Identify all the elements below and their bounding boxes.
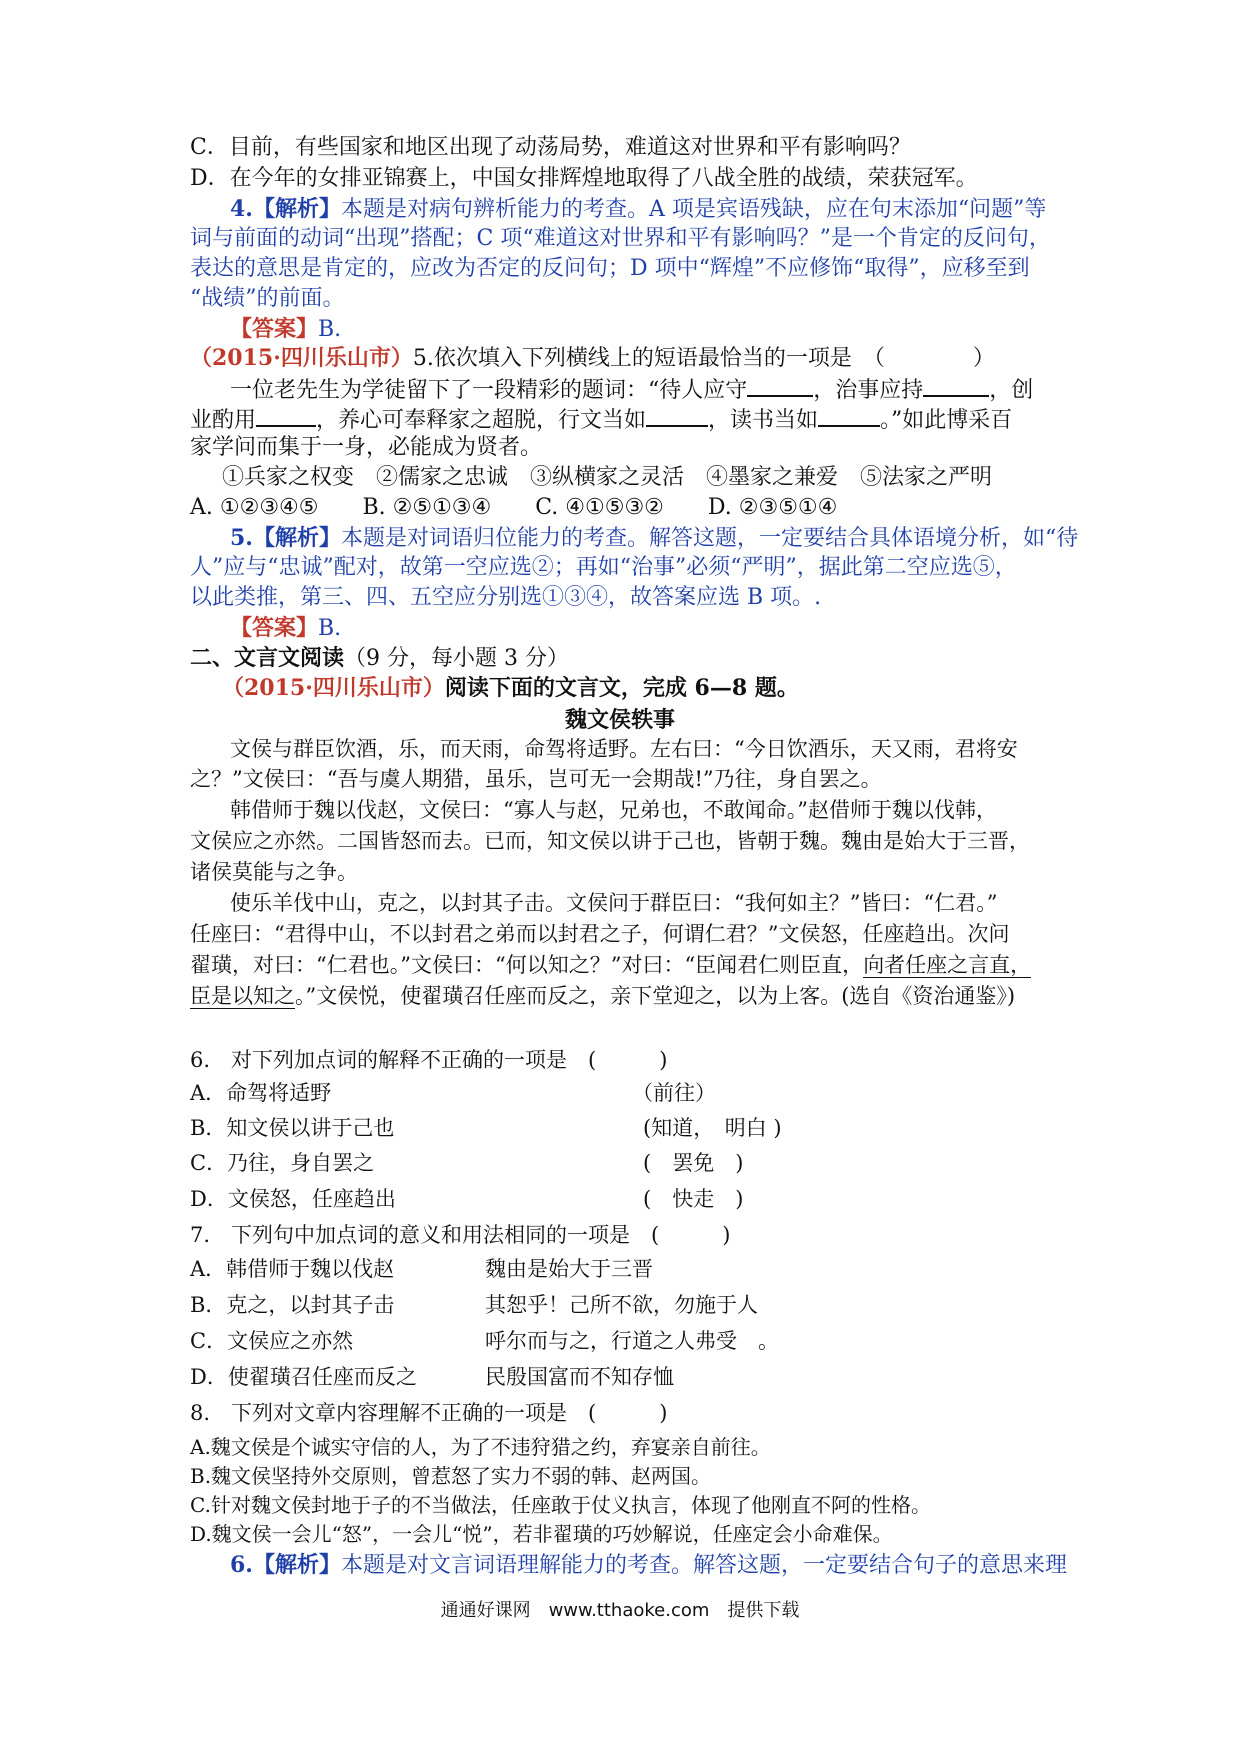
analysis-4-line-3: 表达的意思是肯定的，应改为否定的反问句；D 项中“辉煌”不应修饰“取得”，应移至到: [190, 256, 1030, 281]
question-7-stem: 7. 下列句中加点词的意义和用法相同的一项是 ( ): [190, 1223, 731, 1247]
q5-text-f: ，读书当如: [708, 408, 819, 433]
q6-option-c-gloss: ( 罢免 ): [643, 1151, 744, 1175]
q7-option-d-left: D．使翟璜召任座而反之: [190, 1365, 417, 1389]
passage-p3-line-1: 使乐羊伐中山，克之，以封其子击。文侯问于群臣曰：“我何如主？”皆曰：“仁君。”: [230, 891, 998, 915]
question-7-option-b: [190, 1290, 1060, 1320]
analysis-5-line-2: 人”应与“忠诚”配对，故第一空应选②；再如“治事”必须“严明”，据此第二空应选⑤，: [190, 555, 1017, 580]
passage-title: 魏文侯轶事: [564, 707, 675, 733]
question-6-option-d: [190, 1184, 1060, 1214]
analysis-5-line-3: 以此类推，第三、四、五空应分别选①③④，故答案应选 B 项。.: [190, 585, 822, 610]
q5-text-a: 一位老先生为学徒留下了一段精彩的题词：“待人应守: [230, 378, 748, 403]
question-5-items: ①兵家之权变 ②儒家之忠诚 ③纵横家之灵活 ④墨家之兼爱 ⑤法家之严明: [222, 465, 993, 490]
question-5-options: A. ①②③④⑤ B. ②⑤①③④ C. ④①⑤③② D. ②③⑤①④: [190, 495, 838, 520]
underlined-sentence-part-2: 臣是以知之: [190, 984, 295, 1008]
question-5-stem: [190, 343, 1060, 374]
analysis-4-line-1: [230, 194, 1100, 225]
passage-p3-line-3: [190, 950, 1060, 980]
q6-option-c-text: C．乃往，身自罢之: [190, 1151, 375, 1175]
q6-option-b-gloss: (知道， 明白 ): [643, 1116, 782, 1140]
question-6-option-a: [190, 1078, 1060, 1108]
answer-5-value: B.: [318, 616, 342, 641]
question-8-option-a: A.魏文侯是个诚实守信的人，为了不违狩猎之约，弃宴亲自前往。: [190, 1435, 771, 1459]
q7-option-d-right: 民殷国富而不知存恤: [485, 1365, 674, 1389]
passage-p3-line-4: [190, 981, 1060, 1011]
section-2-task-text: 阅读下面的文言文，完成 6—8 题。: [444, 675, 799, 701]
question-5-para-line-3: 家学问而集于一身，必能成为贤者。: [190, 435, 543, 460]
question-8-option-c: C.针对魏文侯封地于子的不当做法，任座敢于仗义执言，体现了他刚直不阿的性格。: [190, 1493, 931, 1517]
answer-5: [230, 613, 1100, 644]
q5-text-d: 业酌用: [190, 408, 257, 433]
question-5-para-line-1: [230, 373, 1100, 406]
passage-p2-line-3: 诸侯莫能与之争。: [190, 860, 358, 884]
q5-text-g: 。”如此博采百: [880, 408, 1013, 433]
footer-text: 通通好课网 www.tthaoke.com 提供下载: [440, 1600, 800, 1621]
question-8-stem: 8. 下列对文章内容理解不正确的一项是 ( ): [190, 1401, 668, 1425]
answer-4-value: B.: [318, 317, 342, 342]
section-2-source-tag: （2015·四川乐山市）: [222, 675, 445, 701]
q6-option-d-gloss: ( 快走 ): [643, 1187, 744, 1211]
option-d-line: D．在今年的女排亚锦赛上，中国女排辉煌地取得了八战全胜的战绩，荣获冠军。: [190, 166, 978, 191]
question-5-source-tag: （2015·四川乐山市）: [190, 345, 413, 371]
analysis-4-label: 4.【解析】: [230, 196, 341, 222]
blank-3: [256, 403, 316, 427]
passage-p3-line-2: 任座曰：“君得中山，不以封君之弟而以封君之子，何谓仁君？”文侯怒，任座趋出。次问: [190, 922, 1010, 946]
answer-4: [230, 314, 1100, 345]
q6-option-b-text: B．知文侯以讲于己也: [190, 1116, 395, 1140]
passage-p2-line-2: 文侯应之亦然。二国皆怒而去。已而，知文侯以讲于己也，皆朝于魏。魏由是始大于三晋，: [190, 829, 1030, 853]
q7-option-a-left: A．韩借师于魏以伐赵: [190, 1257, 395, 1281]
analysis-6-text-1: 本题是对文言词语理解能力的考查。解答这题，一定要结合句子的意思来理: [340, 1553, 1067, 1578]
passage-p3-text: 翟璜，对曰：“仁君也。”文侯曰：“何以知之？”对曰：“臣闻君仁则臣直，: [190, 953, 864, 977]
q5-text-e: ，养心可奉释家之超脱，行文当如: [316, 408, 647, 433]
analysis-5-line-1: [230, 523, 1100, 554]
underlined-sentence-part-1: 向者任座之言直，: [863, 953, 1032, 977]
blank-2: [923, 373, 989, 397]
q7-option-b-right: 其恕乎！己所不欲，勿施于人: [485, 1293, 758, 1317]
blank-5: [818, 403, 880, 427]
q6-option-d-text: D．文侯怒，任座趋出: [190, 1187, 396, 1211]
passage-p2-line-1: 韩借师于魏以伐赵，文侯曰：“寡人与赵，兄弟也，不敢闻命。”赵借师于魏以伐韩，: [230, 798, 997, 822]
answer-5-label: 【答案】: [230, 615, 319, 641]
passage-p1-line-1: 文侯与群臣饮酒，乐，而天雨，命驾将适野。左右曰：“今日饮酒乐，天又雨，君将安: [230, 737, 1018, 761]
question-6-stem: 6. 对下列加点词的解释不正确的一项是 ( ): [190, 1048, 668, 1072]
question-6-option-b: [190, 1113, 1060, 1143]
analysis-4-line-2: 词与前面的动词“出现”搭配；C 项“难道这对世界和平有影响吗？”是一个肯定的反问句，: [190, 226, 1051, 251]
question-8-option-b: B.魏文侯坚持外交原则，曾惹怒了实力不弱的韩、赵两国。: [190, 1464, 712, 1488]
question-8-option-d: D.魏文侯一会儿“怒”，一会儿“悦”，若非翟璜的巧妙解说，任座定会小命难保。: [190, 1522, 893, 1546]
section-2-title: 二、文言文阅读: [190, 645, 345, 671]
passage-p1-line-2: 之？”文侯曰：“吾与虞人期猎，虽乐，岂可无一会期哉!”乃往，身自罢之。: [190, 767, 882, 791]
analysis-4-line-4: “战绩”的前面。: [190, 286, 345, 311]
question-7-option-d: [190, 1362, 1060, 1392]
q7-option-b-left: B．克之，以封其子击: [190, 1293, 395, 1317]
analysis-5-label: 5.【解析】: [230, 525, 341, 551]
option-c-line: C．目前，有些国家和地区出现了动荡局势，难道这对世界和平有影响吗？: [190, 135, 911, 160]
q7-option-a-right: 魏由是始大于三晋: [485, 1257, 653, 1281]
passage-p3-end: 。”文侯悦，使翟璜召任座而反之，亲下堂迎之，以为上客。(选自《资治通鉴》): [295, 984, 1016, 1008]
blank-4: [646, 403, 708, 427]
q7-option-c-right: 呼尔而与之，行道之人弗受 。: [485, 1329, 779, 1353]
analysis-6-line-1: [230, 1550, 1100, 1581]
section-2-task: [222, 673, 1092, 704]
q5-text-c: ，创: [989, 378, 1034, 403]
question-5-text: 5.依次填入下列横线上的短语最恰当的一项是 （ ）: [412, 346, 995, 371]
analysis-6-label: 6.【解析】: [230, 1552, 341, 1578]
answer-4-label: 【答案】: [230, 316, 319, 342]
q6-option-a-gloss: （前往）: [632, 1081, 716, 1105]
question-6-option-c: [190, 1148, 1060, 1178]
blank-1: [747, 373, 813, 397]
question-7-option-a: [190, 1254, 1060, 1284]
question-5-para-line-2: [190, 403, 1060, 436]
analysis-5-text-1: 本题是对词语归位能力的考查。解答这题，一定要结合具体语境分析，如“待: [340, 526, 1079, 551]
section-2-note: （9 分，每小题 3 分）: [344, 646, 569, 671]
q7-option-c-left: C．文侯应之亦然: [190, 1329, 354, 1353]
q5-text-b: ，治事应持: [813, 378, 924, 403]
analysis-4-text-1: 本题是对病句辨析能力的考查。A 项是宾语残缺，应在句末添加“问题”等: [340, 197, 1047, 222]
q6-option-a-text: A．命驾将适野: [190, 1081, 332, 1105]
section-2-heading: [190, 643, 1060, 674]
question-7-option-c: [190, 1326, 1060, 1356]
